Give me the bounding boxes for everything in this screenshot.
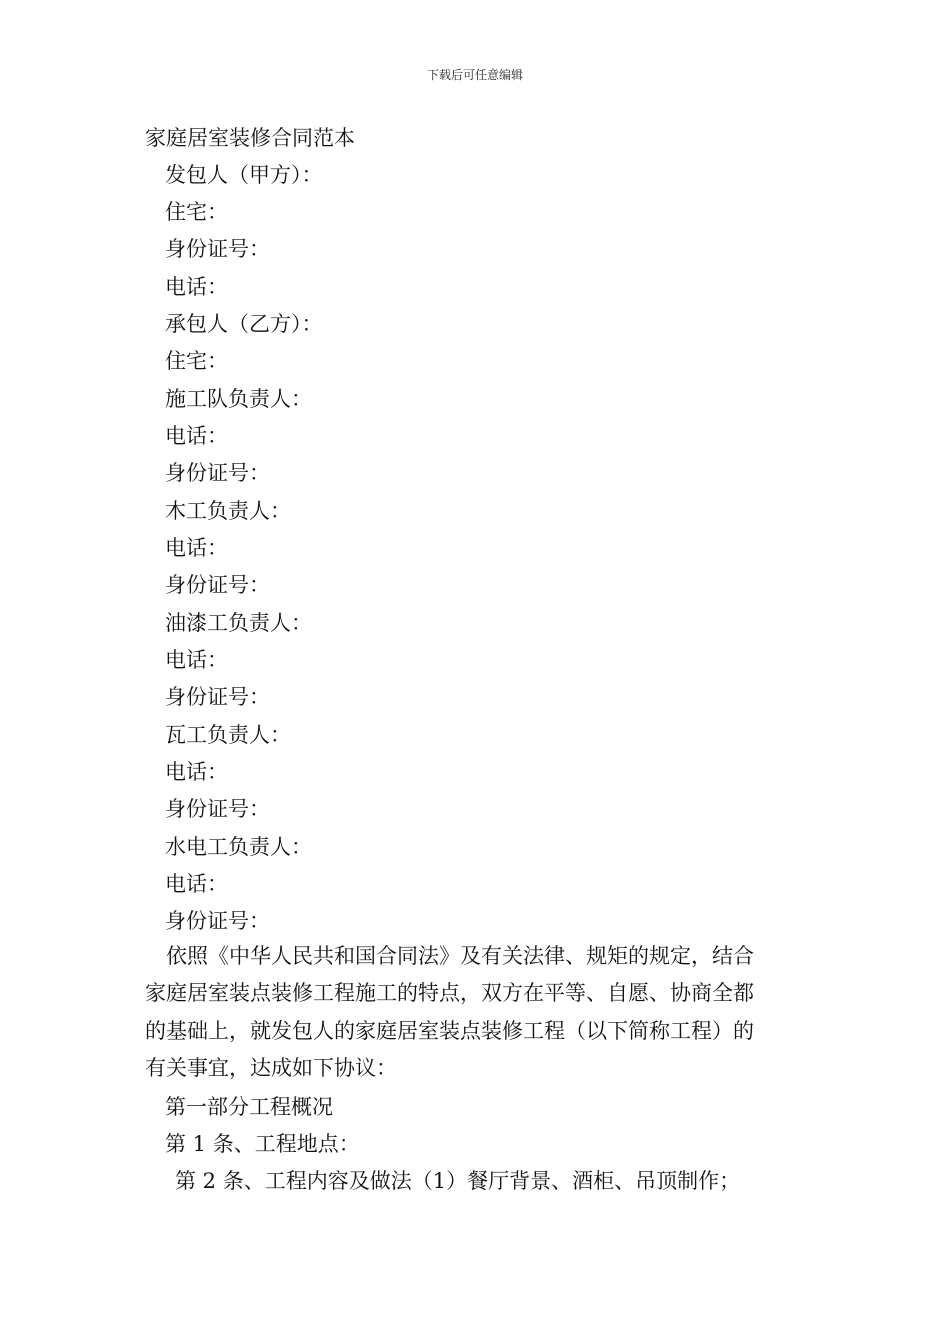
field-line: 电话：	[165, 648, 228, 672]
field-line: 电话：	[165, 872, 228, 896]
page-header: 下载后可任意编辑	[426, 68, 523, 82]
field-line: 住宅：	[165, 200, 228, 224]
field-line: 水电工负责人：	[165, 835, 312, 859]
field-line: 承包人（乙方）：	[165, 312, 323, 336]
field-line: 木工负责人：	[165, 499, 291, 523]
intro-line: 家庭居室装点装修工程施工的特点，双方在平等、自愿、协商全都	[145, 981, 754, 1006]
field-line: 电话：	[165, 424, 228, 448]
section-heading: 第一部分工程概况	[165, 1095, 333, 1119]
field-line: 住宅：	[165, 349, 228, 373]
field-line: 身份证号：	[165, 685, 270, 709]
document-title: 家庭居室装修合同范本	[145, 126, 355, 150]
intro-line: 依照《中华人民共和国合同法》及有关法律、规矩的规定，结合	[145, 944, 754, 968]
field-line: 电话：	[165, 760, 228, 784]
field-line: 身份证号：	[165, 797, 270, 821]
intro-line: 有关事宜，达成如下协议：	[145, 1055, 397, 1080]
field-line: 身份证号：	[165, 573, 270, 597]
field-line: 瓦工负责人：	[165, 723, 291, 747]
intro-line: 的基础上，就发包人的家庭居室装点装修工程（以下简称工程）的	[145, 1018, 754, 1043]
field-line: 发包人（甲方）：	[165, 163, 323, 187]
article-1: 第 1 条、工程地点：	[165, 1132, 360, 1156]
field-line: 身份证号：	[165, 461, 270, 485]
intro-paragraph	[145, 938, 807, 1087]
article-2: 第 2 条、工程内容及做法（1）餐厅背景、酒柜、吊顶制作；	[175, 1169, 741, 1193]
field-line: 电话：	[165, 275, 228, 299]
field-line: 油漆工负责人：	[165, 611, 312, 635]
field-line: 电话：	[165, 536, 228, 560]
field-line: 施工队负责人：	[165, 387, 312, 411]
field-line: 身份证号：	[165, 909, 270, 933]
field-line: 身份证号：	[165, 237, 270, 261]
